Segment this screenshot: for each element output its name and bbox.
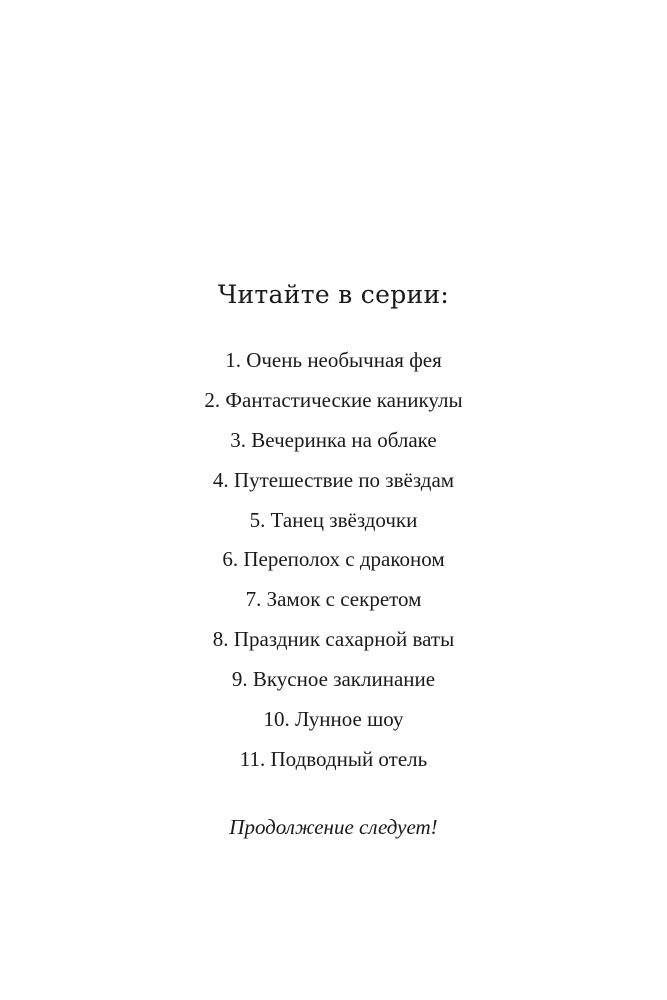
book-list-item-11: 11. Подводный отель <box>239 746 428 771</box>
continuation-note: Продолжение следует! <box>229 815 438 839</box>
book-list-item-4: 4. Путешествие по звёздам <box>212 467 455 492</box>
book-list-item-10: 10. Лунное шоу <box>263 707 404 732</box>
book-list-item-1: 1. Очень необычная фея <box>225 348 442 372</box>
book-list-item-3: 3. Вечеринка на облаке <box>230 427 437 452</box>
book-list-item-9: 9. Вкусное заклинание <box>231 667 436 692</box>
series-book-list <box>0 343 667 782</box>
book-list-item-6: 6. Переполох с драконом <box>222 547 445 572</box>
book-list-item-7: 7. Замок с секретом <box>245 587 422 612</box>
book-list-item-5: 5. Танец звёздочки <box>249 507 418 532</box>
series-heading: Читайте в серии: <box>217 280 450 309</box>
book-list-item-8: 8. Праздник сахарной ваты <box>212 627 455 652</box>
book-list-item-2: 2. Фантастические каникулы <box>204 387 463 412</box>
